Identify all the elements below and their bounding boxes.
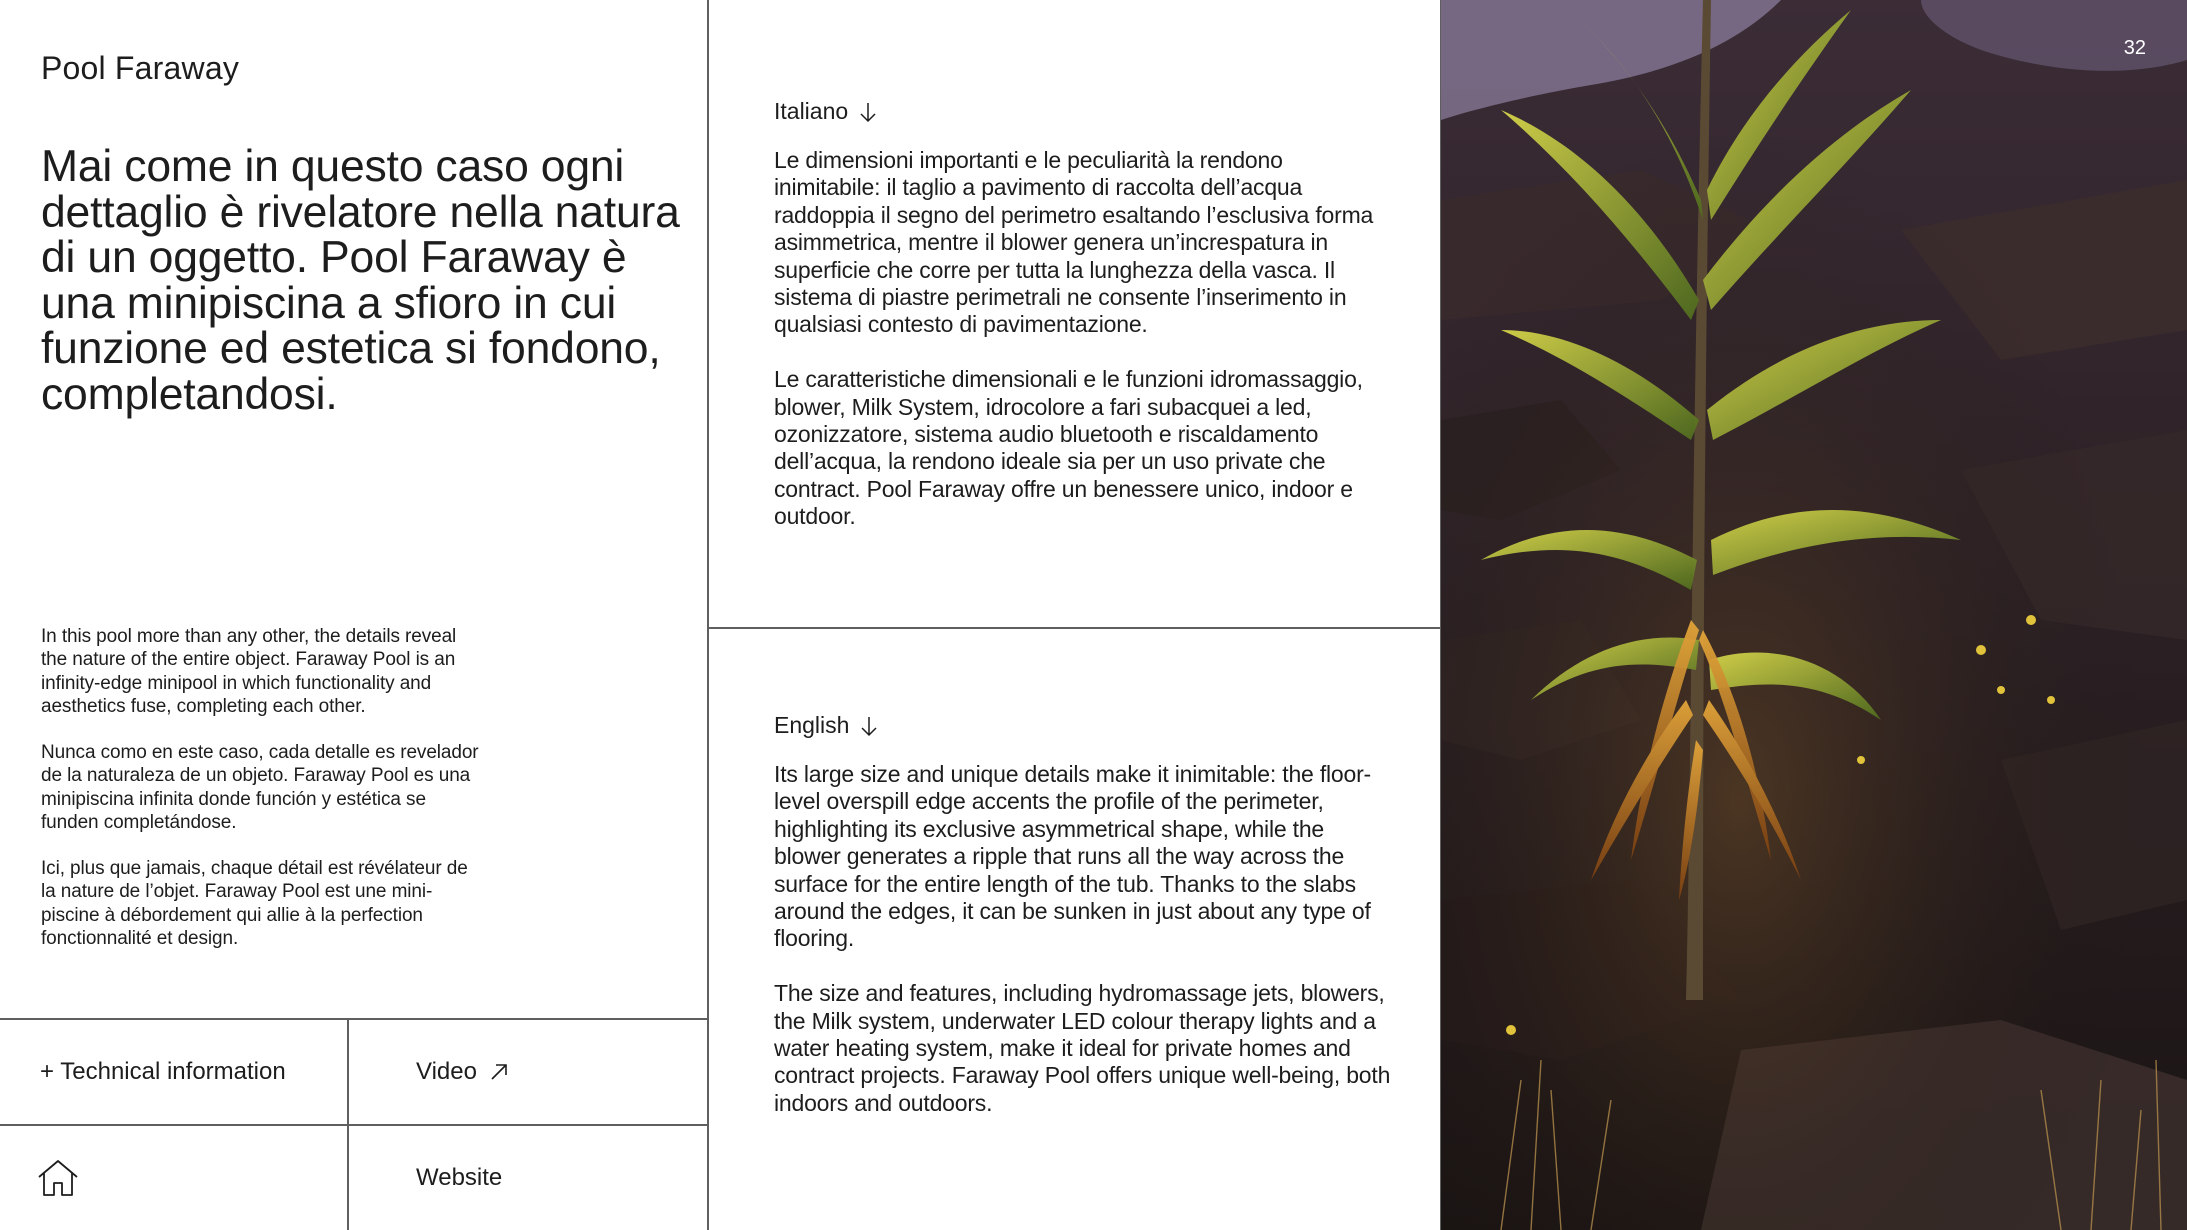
product-photo [1441, 0, 2187, 1230]
english-label: English [774, 712, 850, 738]
italiano-paragraph-1: Le dimensioni importanti e le peculiarità la rendono inimitabile: il taglio a pavimento di raccolta dell’acqua raddoppia il segno del perimetro esaltando l’esclusiva forma asimmetrica, mentre il blower genera un’increspatura in superficie che corre per tutta la lunghezza della vasca. Il sistema di piastre perimetrali ne consente l’inserimento in qualsiasi contesto di pavimentazione. [774, 147, 1374, 338]
arrow-up-right-icon [489, 1062, 509, 1082]
divider-left-column [707, 0, 709, 1230]
arrow-down-icon [858, 101, 878, 123]
technical-information-button[interactable] [40, 1019, 340, 1124]
summary-english: In this pool more than any other, the details reveal the nature of the entire object. Faraway Pool is an infinity-edge minipool in which functionality and aesthetics fuse, completing each other. [41, 626, 457, 717]
section-heading-italiano [774, 98, 878, 125]
italiano-paragraph-2: Le caratteristiche dimensionali e le funzioni idromassaggio, blower, Milk System, idrocolore a fari subacquei a led, ozonizzatore, sistema audio bluetooth e riscaldamento dell’acqua, la rendono ideale sia per un uso private che contract. Pool Faraway offre un benessere unico, indoor e outdoor. [774, 366, 1363, 530]
video-label: Video [416, 1057, 477, 1085]
technical-information-label: + Technical information [40, 1057, 286, 1085]
italiano-label: Italiano [774, 98, 849, 124]
video-link[interactable] [416, 1019, 616, 1124]
summary-spanish: Nunca como en este caso, cada detalle es revelador de la naturaleza de un objeto. Faraway Pool es una minipiscina infinita donde función y estética se funden completándose. [41, 742, 479, 833]
english-paragraph-2: The size and features, including hydromassage jets, blowers, the Milk system, underwater LED colour therapy lights and a water heating system, make it ideal for private homes and contract projects. Faraway Pool offers unique well-being, both indoors and outdoors. [774, 980, 1391, 1116]
divider-language-sections [707, 627, 1441, 629]
arrow-down-icon [859, 715, 879, 737]
summary-french: Ici, plus que jamais, chaque détail est révélateur de la nature de l’objet. Faraway Pool est une mini-piscine à débordement qui allie à la perfection fonctionnalité et design. [41, 858, 468, 949]
italiano-text [774, 147, 1394, 558]
section-heading-english [774, 712, 879, 739]
english-text [774, 761, 1394, 1145]
english-paragraph-1: Its large size and unique details make it inimitable: the floor-level overspill edge accents the profile of the perimeter, highlighting its exclusive asymmetrical shape, while the blower generates a ripple that runs all the way across the surface for the entire length of the tub. Thanks to the slabs around the edges, it can be sunken in just about any type of flooring. [774, 761, 1372, 952]
page-title: Pool Faraway [41, 50, 240, 86]
divider-links-vertical [347, 1018, 349, 1230]
home-icon[interactable] [36, 1158, 80, 1198]
website-label: Website [416, 1163, 503, 1191]
website-link[interactable] [416, 1125, 616, 1230]
headline: Mai come in questo caso ogni dettaglio è rivelatore nella natura di un oggetto. Pool Faraway è una minipiscina a sfioro in cui funzione ed estetica si fondono, completandosi. [41, 142, 680, 419]
page-number: 32 [2123, 37, 2146, 59]
plant-landscape-image [1441, 0, 2187, 1230]
